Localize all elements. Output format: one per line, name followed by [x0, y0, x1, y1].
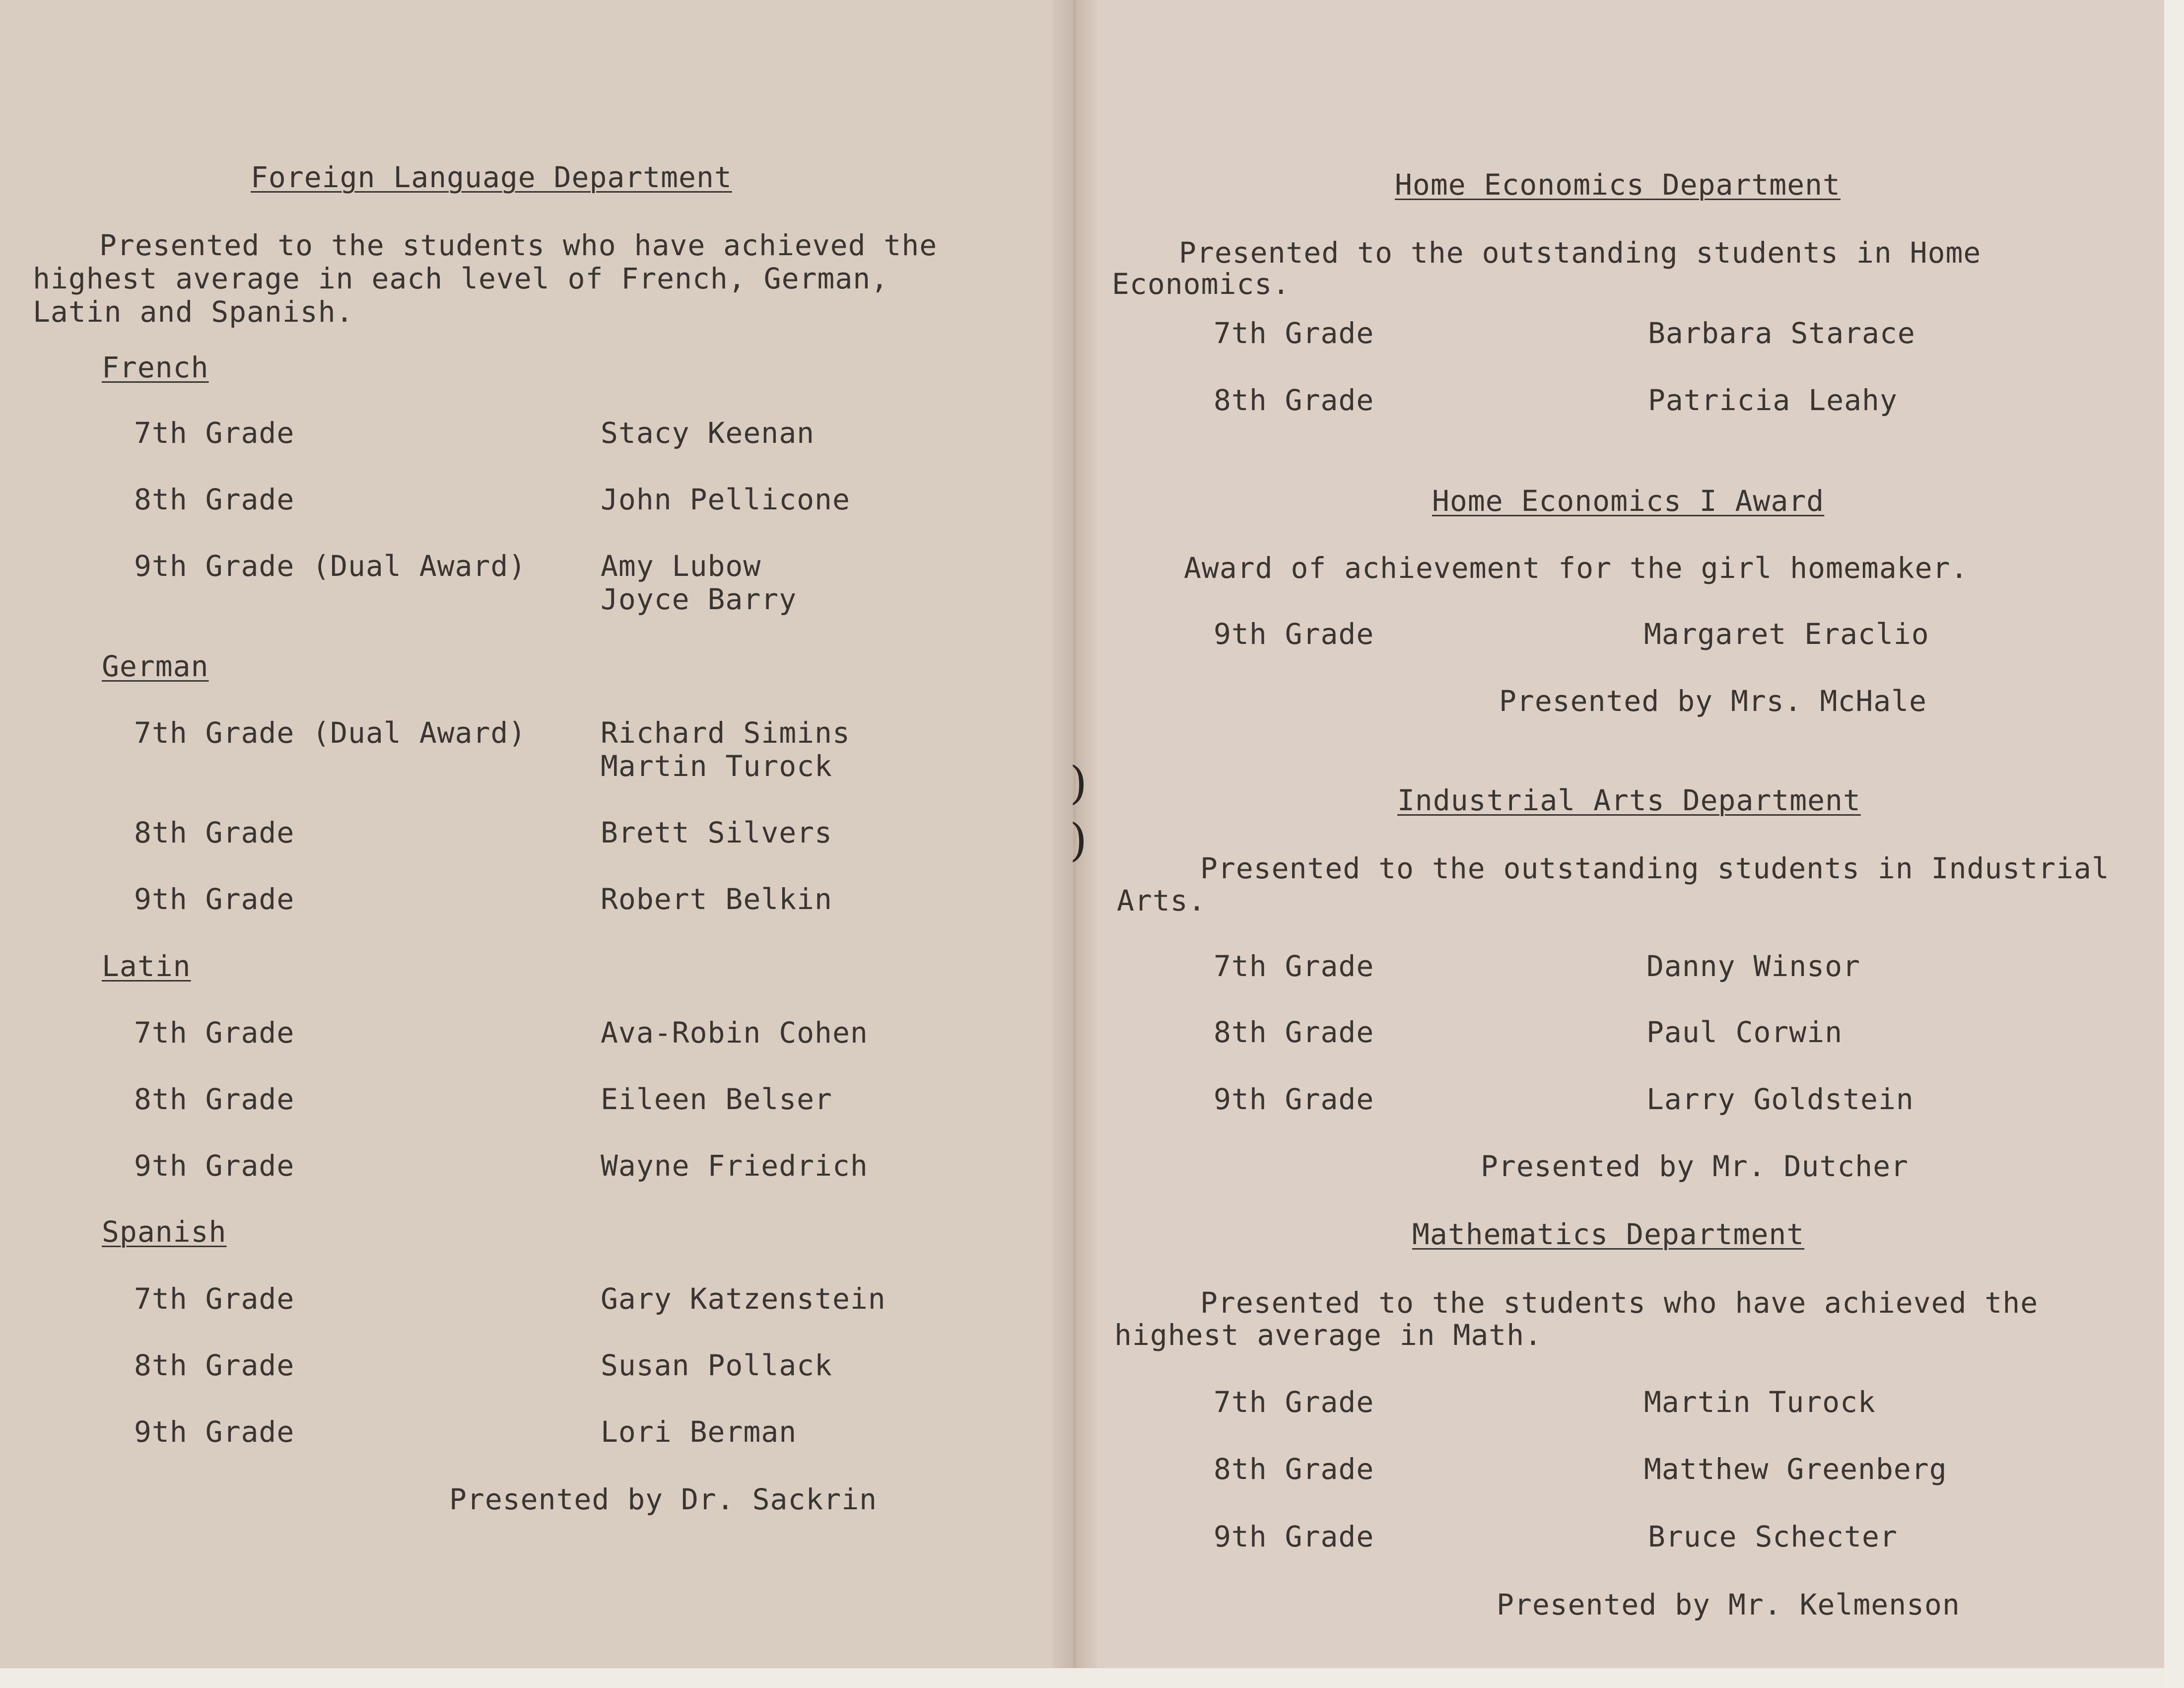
home-ec-grade-7: 7th Grade	[1214, 316, 1374, 350]
math-presenter: Presented by Mr. Kelmenson	[1497, 1588, 1960, 1621]
foreign-presenter: Presented by Dr. Sackrin	[449, 1482, 878, 1516]
spanish-grade-9: 9th Grade	[134, 1415, 295, 1449]
latin-label: Latin	[102, 949, 191, 983]
german-name-7b: Martin Turock	[601, 749, 832, 783]
foreign-intro-line-2: highest average in each level of French, German,	[33, 262, 889, 295]
industrial-name-9: Larry Goldstein	[1646, 1082, 1914, 1116]
home-ec-award-intro: Award of achievement for the girl homemaker.	[1184, 551, 1969, 585]
german-grade-8: 8th Grade	[134, 816, 295, 849]
industrial-grade-8: 8th Grade	[1214, 1015, 1374, 1049]
home-ec-award-presenter: Presented by Mrs. McHale	[1499, 684, 1927, 718]
french-grade-7: 7th Grade	[134, 416, 295, 450]
spanish-name-8: Susan Pollack	[601, 1348, 832, 1382]
mathematics-heading: Mathematics Department	[1412, 1217, 1805, 1251]
spanish-label: Spanish	[102, 1215, 227, 1249]
spanish-name-9: Lori Berman	[601, 1415, 797, 1449]
industrial-grade-7: 7th Grade	[1214, 949, 1374, 983]
home-ec-grade-8: 8th Grade	[1214, 383, 1374, 417]
home-ec-name-7: Barbara Starace	[1648, 316, 1915, 350]
binding-mark: )	[1070, 814, 1088, 866]
page-edge	[2164, 0, 2184, 1688]
german-grade-7: 7th Grade (Dual Award)	[134, 716, 527, 750]
industrial-grade-9: 9th Grade	[1214, 1082, 1374, 1116]
german-grade-9: 9th Grade	[134, 882, 295, 916]
german-label: German	[102, 649, 209, 683]
german-name-7a: Richard Simins	[601, 716, 850, 750]
foreign-intro-line-3: Latin and Spanish.	[33, 295, 354, 329]
latin-grade-7: 7th Grade	[134, 1016, 295, 1050]
french-name-9b: Joyce Barry	[601, 582, 797, 616]
german-name-8: Brett Silvers	[601, 816, 832, 849]
latin-grade-8: 8th Grade	[134, 1082, 295, 1116]
latin-name-7: Ava-Robin Cohen	[601, 1016, 868, 1050]
home-ec-award-name-9: Margaret Eraclio	[1644, 617, 1929, 651]
home-ec-intro-2: Economics.	[1112, 267, 1291, 301]
spanish-grade-8: 8th Grade	[134, 1348, 295, 1382]
math-grade-7: 7th Grade	[1214, 1385, 1374, 1419]
spanish-grade-7: 7th Grade	[134, 1282, 295, 1316]
spanish-name-7: Gary Katzenstein	[601, 1282, 886, 1316]
industrial-arts-heading: Industrial Arts Department	[1397, 783, 1861, 817]
industrial-intro-1: Presented to the outstanding students in Industrial	[1200, 851, 2110, 885]
home-ec-award-grade-9: 9th Grade	[1214, 617, 1374, 651]
french-grade-8: 8th Grade	[134, 483, 295, 516]
math-intro-2: highest average in Math.	[1114, 1318, 1543, 1352]
home-ec-award-heading: Home Economics I Award	[1432, 484, 1825, 518]
home-ec-name-8: Patricia Leahy	[1648, 383, 1898, 417]
industrial-presenter: Presented by Mr. Dutcher	[1481, 1149, 1909, 1183]
french-name-9a: Amy Lubow	[601, 549, 761, 583]
latin-name-9: Wayne Friedrich	[601, 1149, 868, 1183]
industrial-intro-2: Arts.	[1117, 884, 1206, 917]
math-name-7: Martin Turock	[1644, 1385, 1876, 1419]
math-grade-8: 8th Grade	[1214, 1452, 1374, 1486]
latin-grade-9: 9th Grade	[134, 1149, 295, 1183]
foreign-intro-line-1: Presented to the students who have achieved the	[99, 228, 938, 262]
french-grade-9: 9th Grade (Dual Award)	[134, 549, 527, 583]
french-name-8: John Pellicone	[601, 483, 850, 516]
german-name-9: Robert Belkin	[601, 882, 832, 916]
page-bottom-edge	[0, 1668, 2164, 1688]
math-name-8: Matthew Greenberg	[1644, 1452, 1947, 1486]
latin-name-8: Eileen Belser	[601, 1082, 832, 1116]
math-intro-1: Presented to the students who have achieved the	[1200, 1286, 2039, 1320]
french-name-7: Stacy Keenan	[601, 416, 815, 450]
industrial-name-8: Paul Corwin	[1646, 1015, 1843, 1049]
math-name-9: Bruce Schecter	[1648, 1520, 1898, 1553]
french-label: French	[102, 351, 209, 384]
home-ec-intro-1: Presented to the outstanding students in Home	[1179, 236, 1981, 270]
binding-mark: )	[1070, 757, 1088, 809]
foreign-language-heading: Foreign Language Department	[251, 160, 732, 194]
math-grade-9: 9th Grade	[1214, 1520, 1374, 1553]
industrial-name-7: Danny Winsor	[1646, 949, 1861, 983]
home-ec-heading: Home Economics Department	[1395, 168, 1841, 202]
